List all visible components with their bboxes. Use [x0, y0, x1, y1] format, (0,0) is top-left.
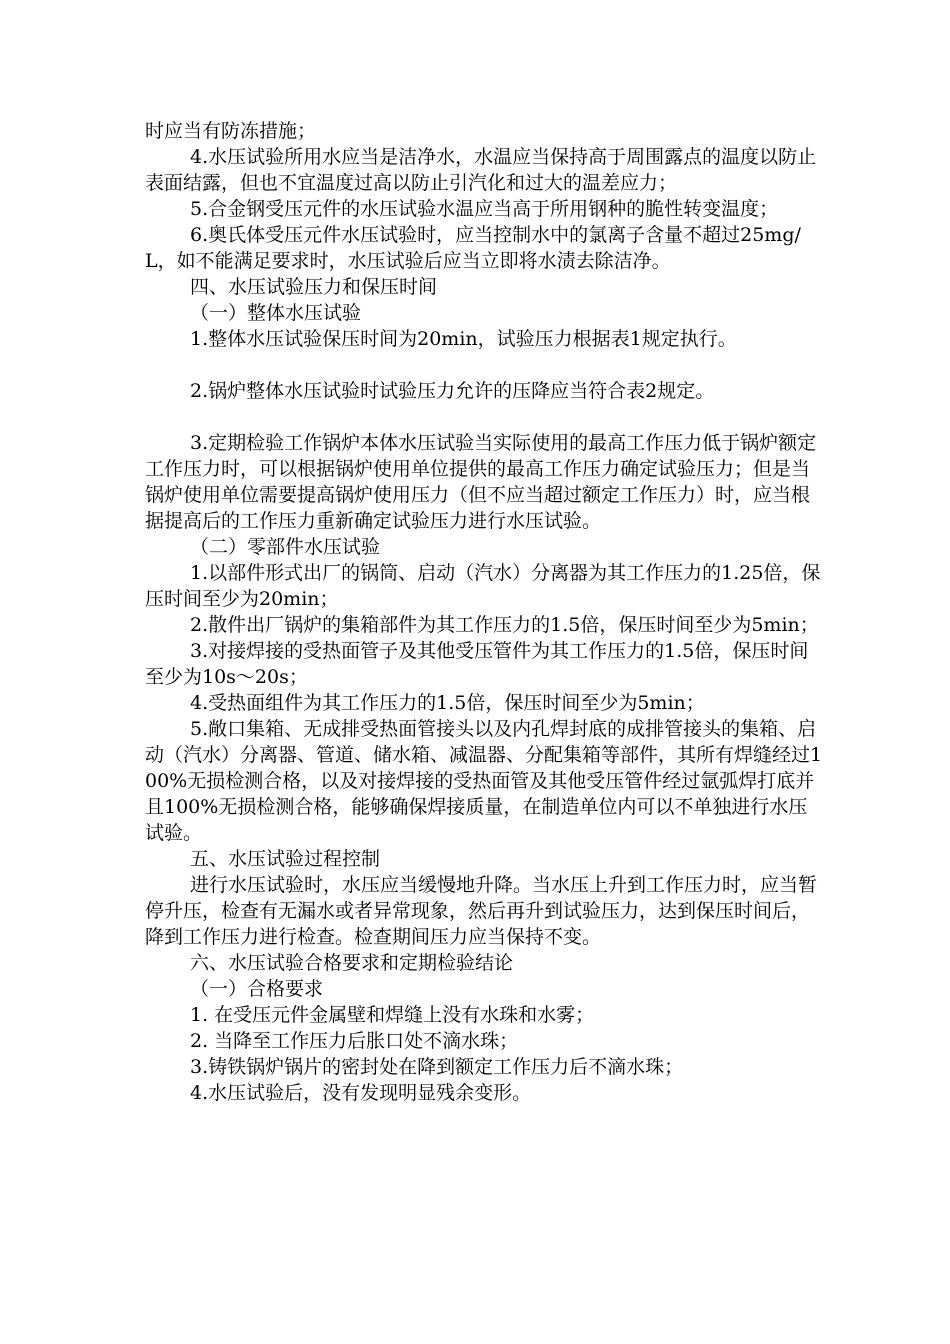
paragraph-austenitic: 6.奥氏体受压元件水压试验时，应当控制水中的氯离子含量不超过25mg/L，如不能满足要求时，水压试验后应当立即将水渍去除洁净。 [145, 224, 801, 272]
requirement-item-4: 4.水压试验后，没有发现明显残余变形。 [190, 1082, 532, 1104]
paragraph-alloy-steel: 5.合金钢受压元件的水压试验水温应当高于所用钢种的脆性转变温度； [190, 198, 779, 220]
paragraph-butt-weld-tubes: 3.对接焊接的受热面管子及其他受压管件为其工作压力的1.5倍，保压时间至少为10s～20s； [145, 640, 809, 688]
paragraph-exemption: 5.敞口集箱、无成排受热面管接头以及内孔焊封底的成排管接头的集箱、启动（汽水）分离器、管道、储水箱、减温器、分配集箱等部件，其所有焊缝经过100%无损检测合格，以及对接焊接的受热面管及其他受压管件经过氩弧焊打底并且100%无损检测合格，能够确保焊接质量，在制造单位内可以不单独进行水压试验。 [145, 718, 823, 844]
requirement-item-2: 2. 当降至工作压力后胀口处不滴水珠； [190, 1030, 519, 1052]
paragraph-process-control: 进行水压试验时，水压应当缓慢地升降。当水压上升到工作压力时，应当暂停升压，检查有无漏水或者异常现象，然后再升到试验压力，达到保压时间后，降到工作压力进行检查。检查期间压力应当保持不变。 [145, 874, 818, 948]
paragraph-heating-surface: 4.受热面组件为其工作压力的1.5倍，保压时间至少为5min； [190, 692, 705, 714]
requirement-item-1: 1. 在受压元件金属壁和焊缝上没有水珠和水雾； [190, 1004, 595, 1026]
paragraph-water-quality: 4.水压试验所用水应当是洁净水，水温应当保持高于周围露点的温度以防止表面结露，但也不宜温度过高以防止引汽化和过大的温差应力； [145, 146, 817, 194]
requirement-item-3: 3.铸铁锅炉锅片的密封处在降到额定工作压力后不滴水珠； [190, 1056, 684, 1078]
document-body [145, 118, 825, 1106]
paragraph-periodic-inspection: 3.定期检验工作锅炉本体水压试验当实际使用的最高工作压力低于锅炉额定工作压力时，可以根据锅炉使用单位提供的最高工作压力确定试验压力；但是当锅炉使用单位需要提高锅炉使用压力（但不应当超过额定工作压力）时，应当根据提高后的工作压力重新确定试验压力进行水压试验。 [145, 432, 817, 532]
subsection-heading-overall: （一）整体水压试验 [190, 302, 362, 324]
section-heading-4: 四、水压试验压力和保压时间 [190, 276, 438, 298]
paragraph-header-parts: 2.散件出厂锅炉的集箱部件为其工作压力的1.5倍，保压时间至少为5min； [190, 614, 819, 636]
paragraph-drum-separator: 1.以部件形式出厂的锅筒、启动（汽水）分离器为其工作压力的1.25倍，保压时间至少为20min； [145, 562, 821, 610]
section-heading-6: 六、水压试验合格要求和定期检验结论 [190, 952, 514, 974]
paragraph-overall-hold-time: 1.整体水压试验保压时间为20min，试验压力根据表1规定执行。 [190, 328, 737, 350]
subsection-heading-requirements: （一）合格要求 [190, 978, 324, 1000]
subsection-heading-components: （二）零部件水压试验 [190, 536, 381, 558]
section-heading-5: 五、水压试验过程控制 [190, 848, 381, 870]
paragraph-antifreeze: 时应当有防冻措施； [145, 120, 317, 142]
paragraph-pressure-drop: 2.锅炉整体水压试验时试验压力允许的压降应当符合表2规定。 [190, 380, 715, 402]
